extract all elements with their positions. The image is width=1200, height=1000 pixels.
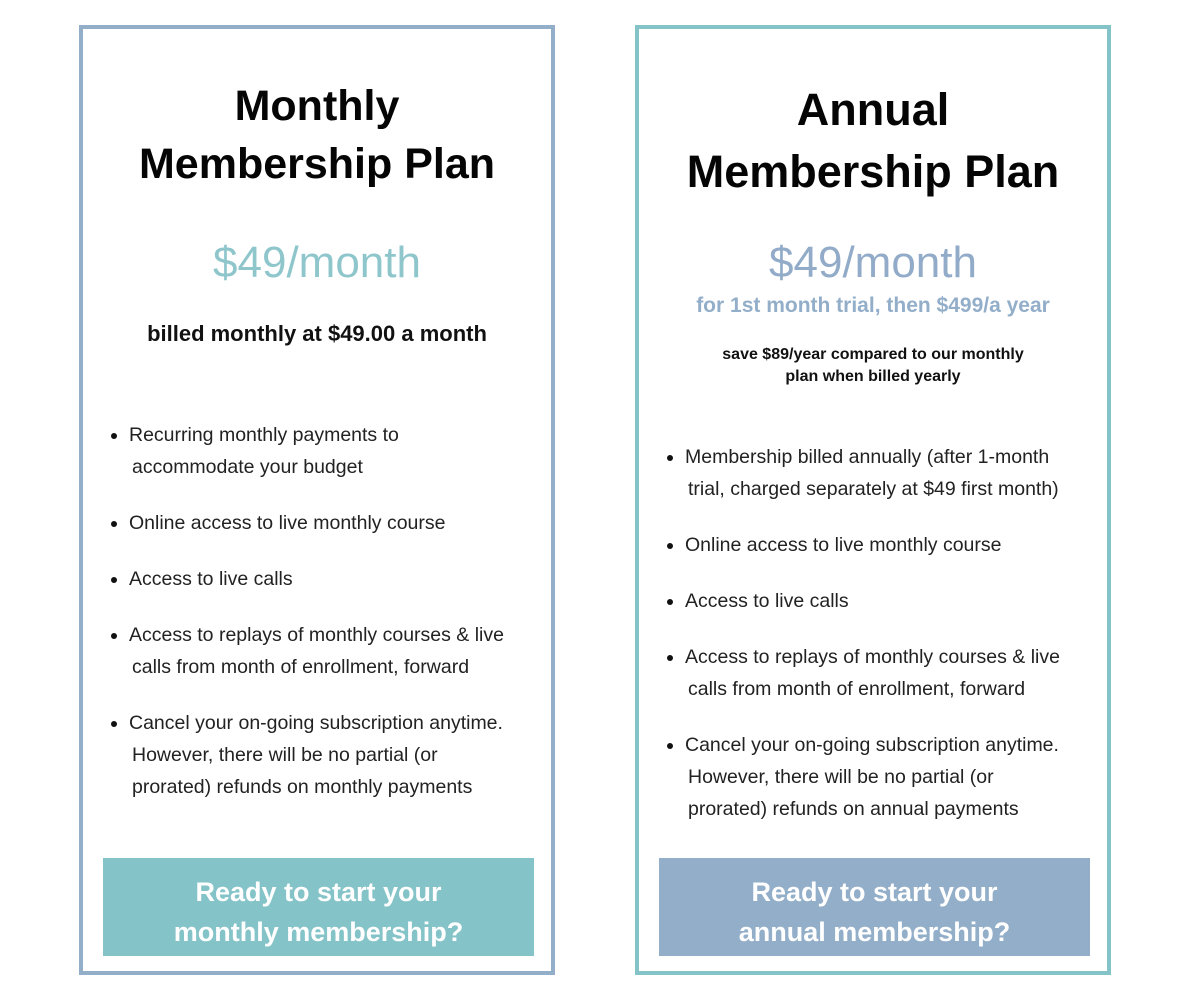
- annual-plan-title-line2: Membership Plan: [686, 146, 1060, 197]
- feature-text: Recurring monthly payments to: [129, 424, 399, 446]
- feature-text: Access to live calls: [685, 590, 849, 612]
- feature-text: Cancel your on-going subscription anytime.: [685, 734, 1059, 756]
- start-monthly-membership-label-line2: monthly membership?: [173, 916, 464, 947]
- start-annual-membership-label-line1: Ready to start your: [751, 876, 998, 907]
- feature-item: [663, 641, 1099, 705]
- feature-item: [663, 585, 1099, 617]
- feature-text: accommodate your budget: [132, 456, 363, 478]
- annual-savings-line1: save $89/year compared to our monthly: [722, 346, 1024, 363]
- monthly-plan-card: [79, 25, 555, 975]
- monthly-plan-price: $49/month: [213, 238, 421, 287]
- feature-text: Access to replays of monthly courses & live: [685, 646, 1060, 668]
- annual-plan-card: [635, 25, 1111, 975]
- feature-text: Access to replays of monthly courses & live: [129, 624, 504, 646]
- feature-text: prorated) refunds on monthly payments: [132, 776, 473, 798]
- feature-text: calls from month of enrollment, forward: [132, 656, 470, 678]
- feature-item: [663, 441, 1099, 505]
- annual-savings-note: [639, 344, 1107, 388]
- start-monthly-membership-button[interactable]: [103, 858, 534, 956]
- feature-item: [663, 529, 1099, 561]
- feature-text: Membership billed annually (after 1-month: [685, 446, 1050, 468]
- feature-item: [663, 729, 1099, 825]
- annual-feature-list: [663, 441, 1099, 849]
- feature-text: trial, charged separately at $49 first month): [688, 478, 1059, 500]
- feature-text: However, there will be no partial (or: [132, 744, 438, 766]
- feature-text: Online access to live monthly course: [685, 534, 1002, 556]
- annual-savings-line2: plan when billed yearly: [785, 368, 961, 385]
- annual-plan-price: $49/month: [769, 238, 977, 287]
- feature-item: [107, 563, 543, 595]
- annual-plan-title: [639, 79, 1107, 203]
- feature-text: Access to live calls: [129, 568, 293, 590]
- annual-plan-title-line1: Annual: [796, 84, 950, 135]
- feature-text: Cancel your on-going subscription anytime.: [129, 712, 503, 734]
- start-annual-membership-label-line2: annual membership?: [738, 916, 1011, 947]
- monthly-plan-title-line2: Membership Plan: [138, 140, 496, 188]
- feature-text: prorated) refunds on annual payments: [688, 798, 1019, 820]
- feature-item: [107, 619, 543, 683]
- monthly-plan-title: [83, 77, 551, 193]
- feature-item: [107, 707, 543, 803]
- monthly-billing-note: billed monthly at $49.00 a month: [147, 321, 487, 346]
- feature-text: calls from month of enrollment, forward: [688, 678, 1026, 700]
- feature-text: However, there will be no partial (or: [688, 766, 994, 788]
- feature-item: [107, 507, 543, 539]
- start-annual-membership-button[interactable]: [659, 858, 1090, 956]
- monthly-feature-list: [107, 419, 543, 827]
- annual-trial-note: for 1st month trial, then $499/a year: [696, 294, 1050, 317]
- feature-item: [107, 419, 543, 483]
- monthly-plan-title-line1: Monthly: [234, 82, 400, 130]
- start-monthly-membership-label-line1: Ready to start your: [195, 876, 442, 907]
- feature-text: Online access to live monthly course: [129, 512, 446, 534]
